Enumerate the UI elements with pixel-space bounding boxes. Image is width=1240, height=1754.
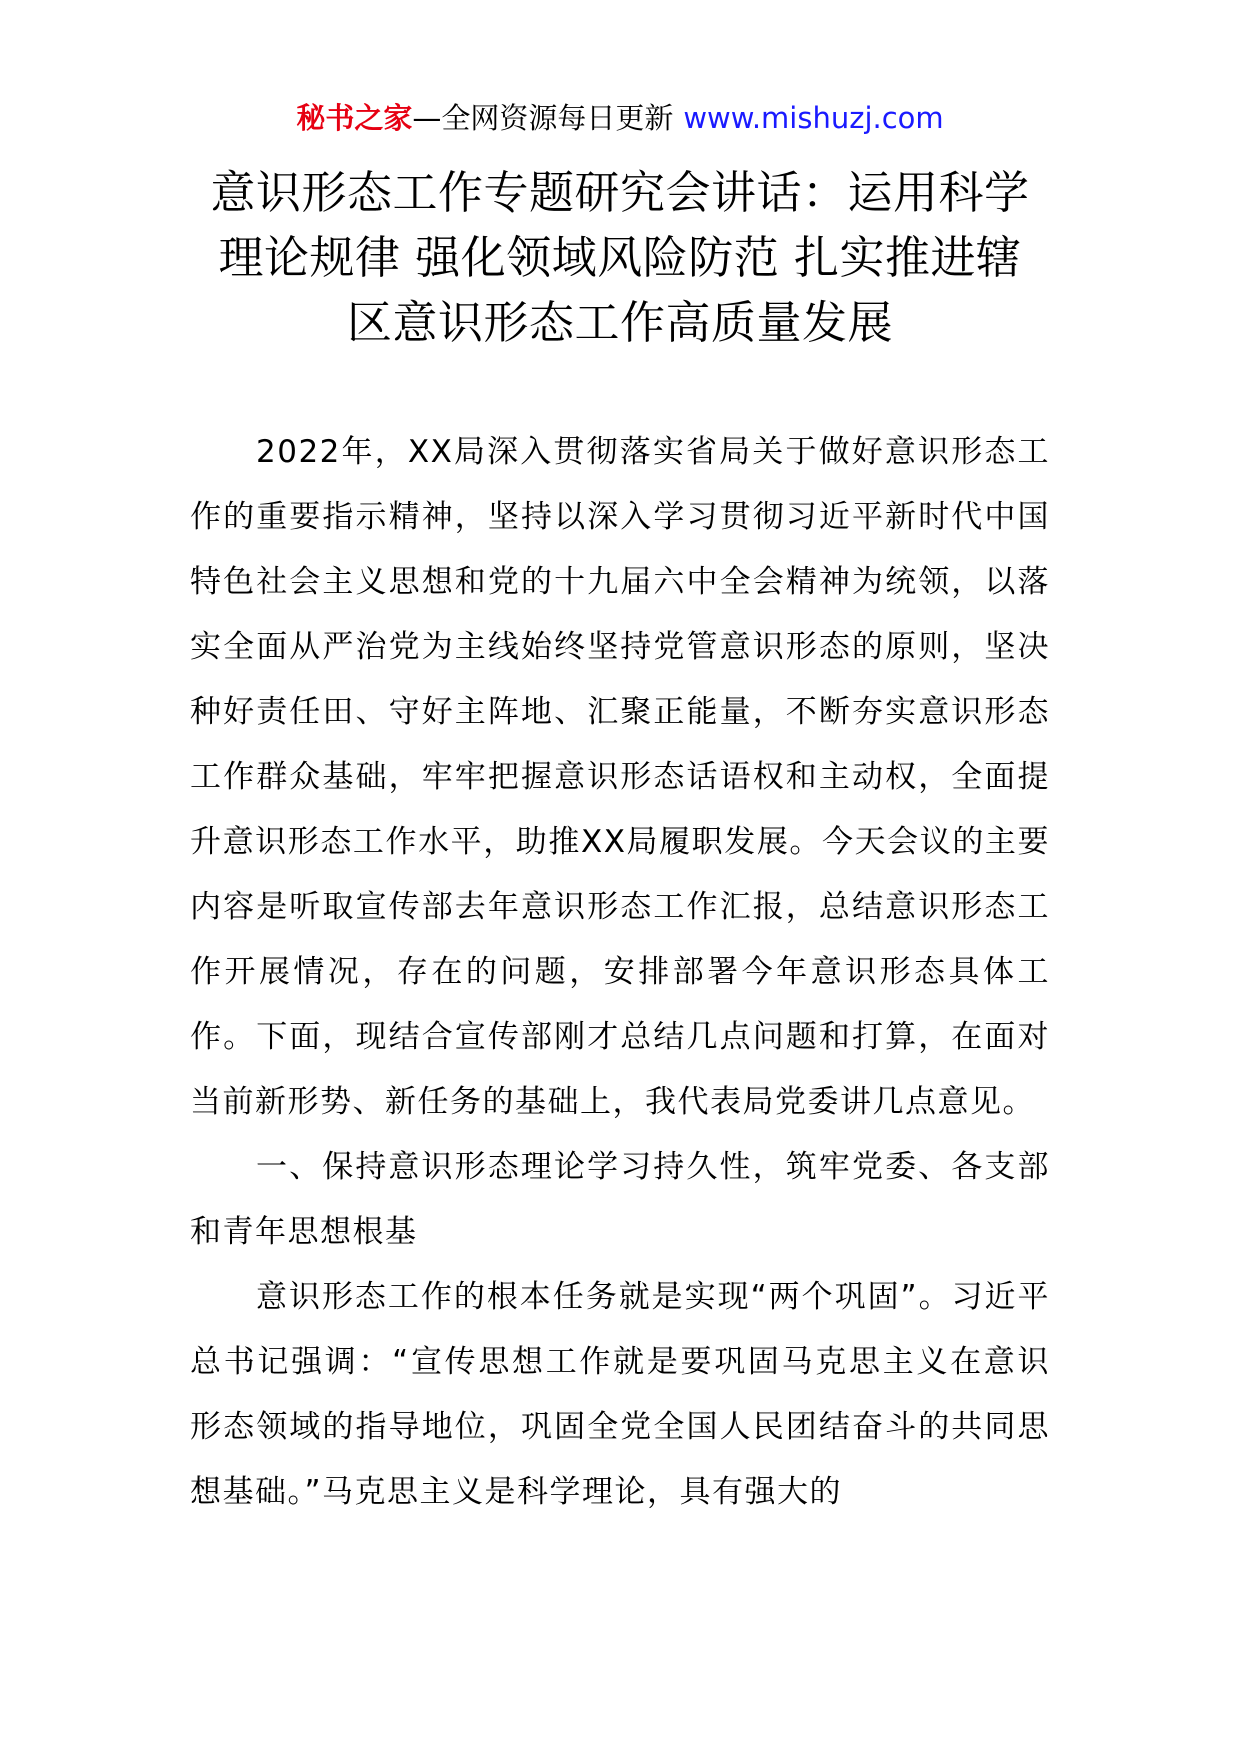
site-tagline: —全网资源每日更新 [412, 101, 674, 135]
site-brand: 秘书之家 [296, 101, 413, 135]
intro-paragraph: 2022年，XX局深入贯彻落实省局关于做好意识形态工作的重要指示精神，坚持以深入学习贯彻习近平新时代中国特色社会主义思想和党的十九届六中全会精神为统领，以落实全面从严治党为主线始终坚持党管意识形态的原则，坚决种好责任田、守好主阵地、汇聚正能量，不断夯实意识形态工作群众基础，牢牢把握意识形态话语权和主动权，全面提升意识形态工作水平，助推XX局履职发展。今天会议的主要内容是听取宣传部去年意识形态工作汇报，总结意识形态工作开展情况，存在的问题，安排部署今年意识形态具体工作。下面，现结合宣传部刚才总结几点问题和打算，在面对当前新形势、新任务的基础上，我代表局党委讲几点意见。 [190, 434, 1050, 1120]
title-line-3: 区意识形态工作高质量发展 [346, 296, 893, 349]
document-body [190, 420, 1050, 1525]
document-title [190, 160, 1050, 355]
section-heading-1: 一、保持意识形态理论学习持久性，筑牢党委、各支部和青年思想根基 [190, 1149, 1050, 1250]
title-line-2: 理论规律 强化领域风险防范 扎实推进辖 [218, 231, 1022, 284]
section-paragraph-1: 意识形态工作的根本任务就是实现“两个巩固”。习近平总书记强调：“宣传思想工作就是要巩固马克思主义在意识形态领域的指导地位，巩固全党全国人民团结奋斗的共同思想基础。”马克思主义是科学理论，具有强大的 [190, 1279, 1050, 1510]
title-line-1: 意识形态工作专题研究会讲话：运用科学 [210, 166, 1030, 219]
site-url-link[interactable]: www.mishuzj.com [683, 101, 944, 135]
site-header [0, 98, 1240, 138]
